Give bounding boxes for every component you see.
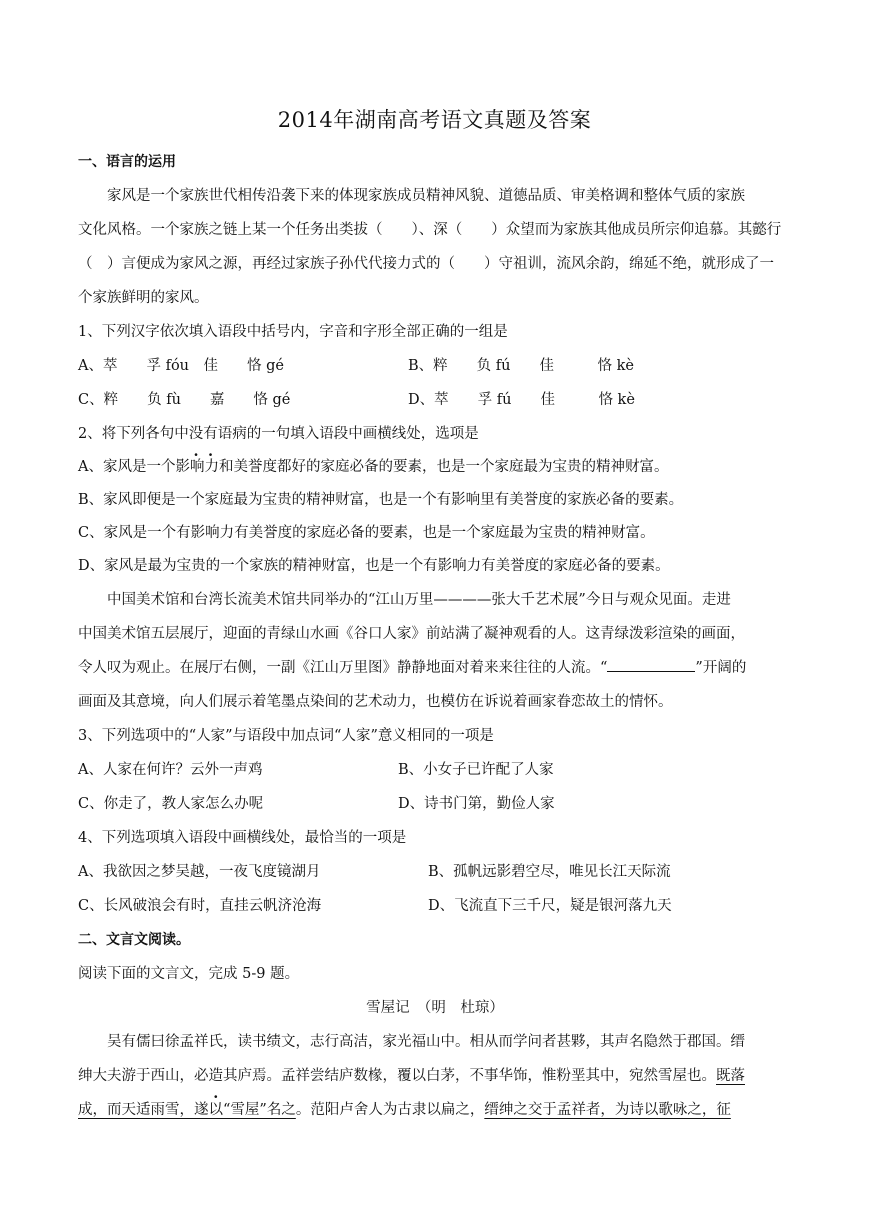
question-4-options-row	[78, 855, 792, 889]
question-4-options-row	[78, 889, 792, 923]
q3-option-c: C、你走了，教人家怎么办呢	[78, 796, 264, 812]
fill-in-blank	[607, 653, 695, 672]
essay-line	[78, 1093, 792, 1127]
essay-text: 绅大夫游于西山，必	[78, 1068, 209, 1084]
section-heading-language-use: 一、语言的运用	[78, 154, 176, 170]
q1-option-b: B、粹 负 fú 佳 恪 kè	[408, 358, 634, 374]
essay-dotted-char: 造	[208, 1068, 223, 1084]
q4-option-c: C、长风破浪会有时，直挂云帆济沧海	[78, 898, 322, 914]
q1-option-d: D、萃 孚 fú 佳 恪 kè	[408, 392, 635, 408]
q2-option-b: B、家风即便是一个家庭最为宝贵的精神财富，也是一个有影响里有美誉度的家族必备的要素。	[78, 492, 684, 508]
question-3-options-row	[78, 753, 792, 787]
page-title: 2014年湖南高考语文真题及答案	[277, 108, 592, 132]
essay-line: 吴有儒曰徐孟祥氏，读书绩文，志行高洁，家光福山中。相从而学问者甚夥，其声名隐然于郡国。缙	[107, 1034, 745, 1050]
q3-option-d: D、诗书门第，勤俭人家	[398, 796, 555, 812]
question-2-stem	[78, 417, 792, 451]
section-heading-classical-reading: 二、文言文阅读。	[78, 932, 190, 948]
q3-option-b: B、小女子已许配了人家	[398, 762, 554, 778]
q1-option-c: C、粹 负 fù 嘉 恪 gé	[78, 392, 291, 408]
essay-title: 雪屋记 （明 杜琼）	[366, 1000, 504, 1016]
q3-option-a: A、人家在何许？云外一声鸡	[78, 762, 263, 778]
passage1-line: （ ）言便成为家风之源，再经过家族子孙代代接力式的（ ）守祖训，流风余韵，绵延不绝，就形成了一	[78, 256, 774, 272]
q2-stem-part: 2、将下列各句中	[78, 426, 189, 442]
q2-option-d: D、家风是最为宝贵的一个家族的精神财富，也是一个有影响力有美誉度的家庭必备的要素。	[78, 558, 670, 574]
passage2-line: 中国美术馆和台湾长流美术馆共同举办的“江山万里————张大千艺术展”今日与观众见面。走进	[107, 592, 731, 608]
question-3-stem: 3、下列选项中的“人家”与语段中加点词“人家”意义相同的一项是	[78, 728, 494, 744]
q2-stem-dotted-char: 没	[188, 426, 204, 442]
q4-option-a: A、我欲因之梦吴越，一夜飞度镜湖月	[78, 864, 321, 880]
passage2-line	[78, 651, 792, 685]
passage1-line: 文化风格。一个家族之链上某一个任务出类拔（ ）、深（ ）众望而为家族其他成员所宗仰追慕。其懿行	[78, 222, 782, 238]
question-4-stem: 4、下列选项填入语段中画横线处，最恰当的一项是	[78, 830, 407, 846]
essay-underlined-text: 成，而天适雨雪，遂以“雪屋”名之	[78, 1102, 296, 1118]
passage2-line: 画面及其意境，向人们展示着笔墨点染间的艺术动力，也模仿在诉说着画家眷恋故土的情怀。	[78, 694, 673, 710]
passage2-text: ”开阔的	[695, 660, 747, 676]
passage2-text: 令人叹为观止。在展厅右侧，一副《江山万里图》静静地面对着来来往往的人流。“	[78, 660, 608, 676]
q4-option-b: B、孤帆远影碧空尽，唯见长江天际流	[428, 864, 671, 880]
question-1-stem: 1、下列汉字依次填入语段中括号内，字音和字形全部正确的一组是	[78, 324, 508, 340]
passage2-line: 中国美术馆五层展厅，迎面的青绿山水画《谷口人家》前站满了凝神观看的人。这青绿泼彩渲染的画面，	[78, 626, 745, 642]
question-1-options-row	[78, 383, 792, 417]
document-body	[78, 145, 792, 1127]
question-1-options-row	[78, 349, 792, 383]
essay-text: 其庐焉。孟祥尝结庐数椽，覆以白茅，不事华饰，惟粉垩其中，宛然雪屋也。	[223, 1068, 716, 1084]
q1-option-a: A、萃 孚 fóu 佳 恪 gé	[78, 358, 284, 374]
passage1-line: 个家族鲜明的家风。	[78, 290, 209, 306]
essay-underlined-text: 既落	[716, 1068, 745, 1084]
essay-underlined-text: 缙绅之交于孟祥者，为诗以歌咏之，征	[484, 1102, 731, 1118]
question-3-options-row	[78, 787, 792, 821]
passage1-line: 家风是一个家族世代相传沿袭下来的体现家族成员精神风貌、道德品质、审美格调和整体气质的家族	[107, 188, 745, 204]
q2-option-c: C、家风是一个有影响力有美誉度的家庭必备的要素，也是一个家庭最为宝贵的精神财富。	[78, 525, 655, 541]
q4-option-d: D、飞流直下三千尺，疑是银河落九天	[428, 898, 672, 914]
section2-intro: 阅读下面的文言文，完成 5-9 题。	[78, 966, 300, 982]
q2-option-a: A、家风是一个影响力和美誉度都好的家庭必备的要素，也是一个家庭最为宝贵的精神财富。	[78, 459, 669, 475]
essay-line	[78, 1059, 792, 1093]
q2-stem-dotted-char: 有	[203, 426, 218, 442]
essay-text: 。范阳卢舍人为古隶以扁之，	[295, 1102, 485, 1118]
q2-stem-part: 语病的一句填入语段中画横线处，选项是	[217, 426, 479, 442]
